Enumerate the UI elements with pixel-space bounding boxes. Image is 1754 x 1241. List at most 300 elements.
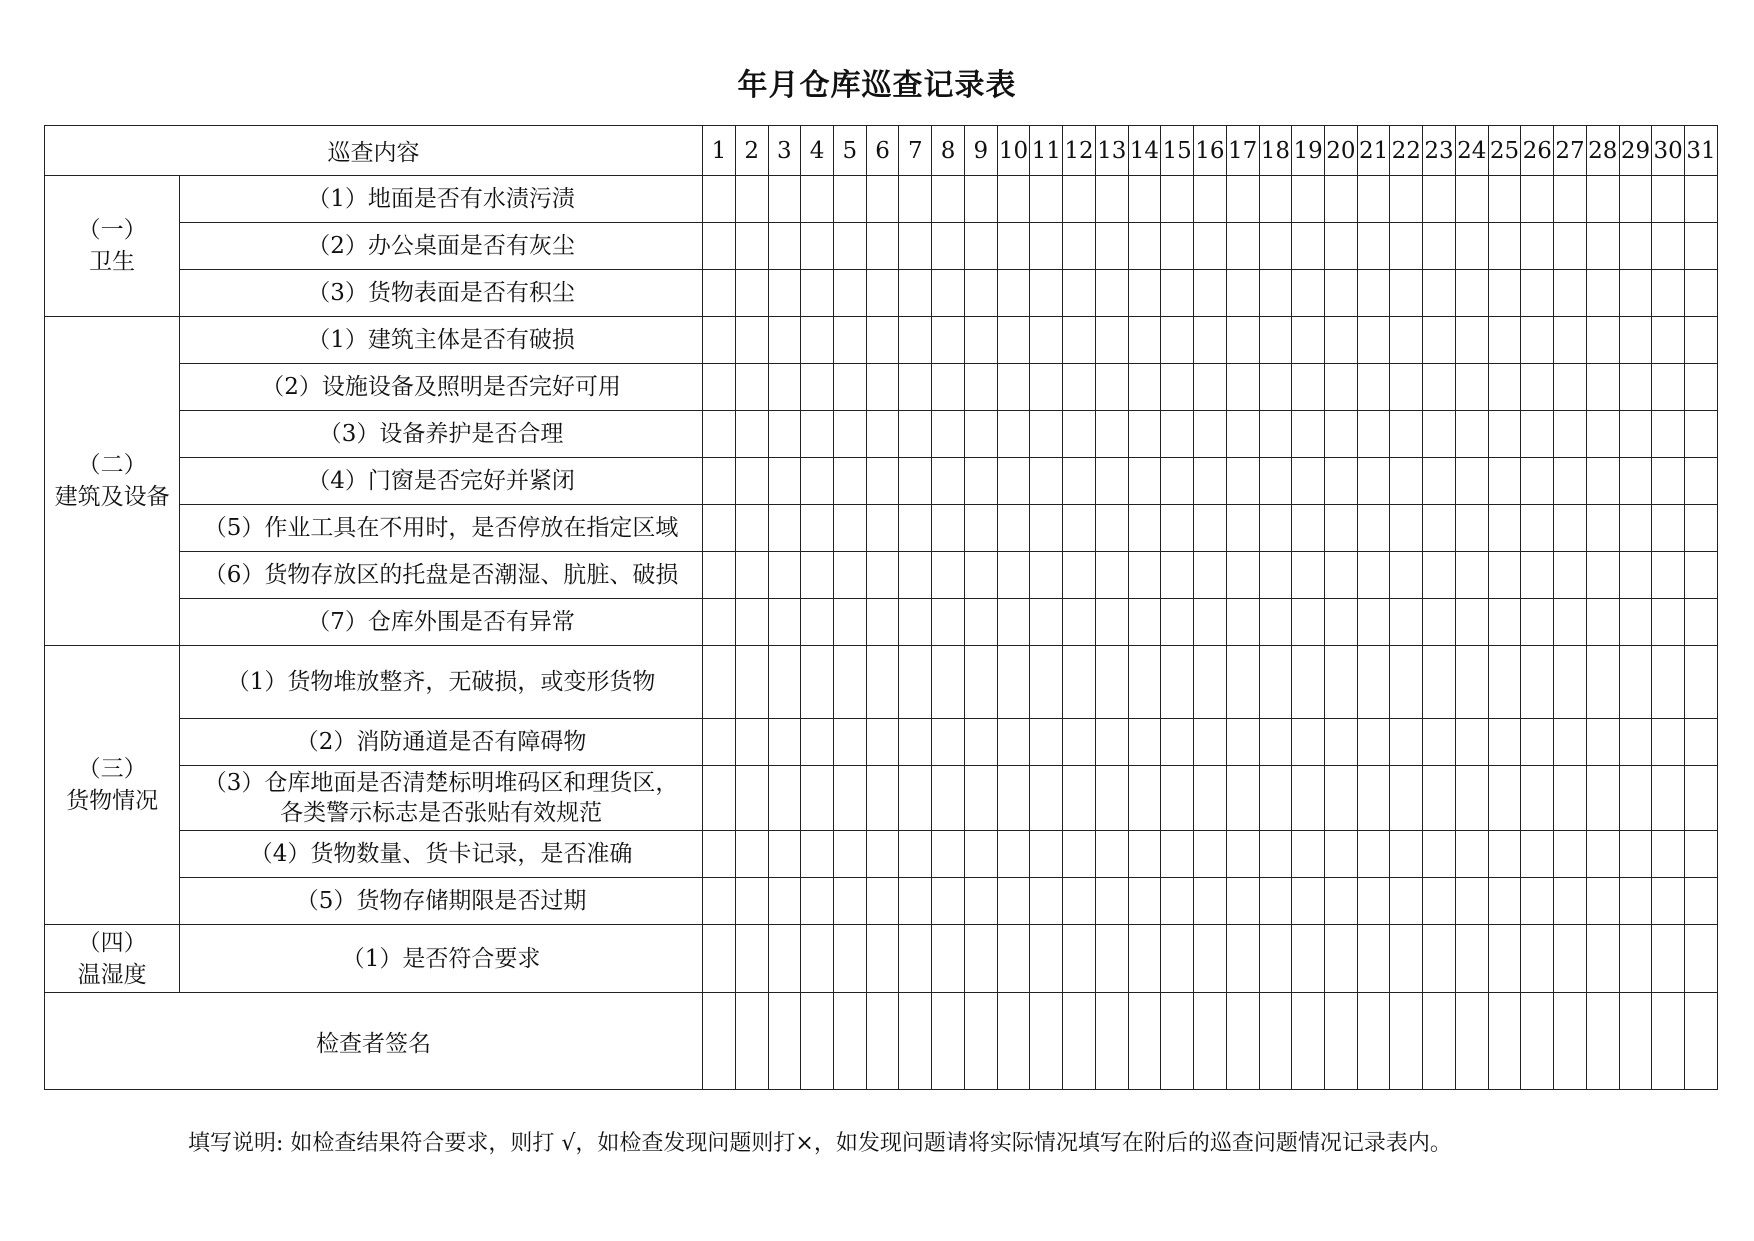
day-check-cell[interactable]	[1194, 411, 1227, 458]
day-check-cell[interactable]	[997, 317, 1030, 364]
day-check-cell[interactable]	[1586, 646, 1619, 719]
day-check-cell[interactable]	[1488, 878, 1521, 925]
day-check-cell[interactable]	[703, 364, 736, 411]
day-check-cell[interactable]	[1685, 411, 1718, 458]
day-check-cell[interactable]	[703, 458, 736, 505]
signature-cell[interactable]	[997, 993, 1030, 1090]
day-check-cell[interactable]	[768, 925, 801, 993]
day-check-cell[interactable]	[1488, 766, 1521, 831]
day-check-cell[interactable]	[1161, 925, 1194, 993]
day-check-cell[interactable]	[1586, 505, 1619, 552]
day-check-cell[interactable]	[1030, 411, 1063, 458]
day-check-cell[interactable]	[1357, 317, 1390, 364]
day-check-cell[interactable]	[801, 411, 834, 458]
day-check-cell[interactable]	[1685, 317, 1718, 364]
signature-cell[interactable]	[1488, 993, 1521, 1090]
day-check-cell[interactable]	[1488, 176, 1521, 223]
day-check-cell[interactable]	[1390, 270, 1423, 317]
day-check-cell[interactable]	[735, 552, 768, 599]
signature-cell[interactable]	[964, 993, 997, 1090]
day-check-cell[interactable]	[1455, 176, 1488, 223]
day-check-cell[interactable]	[1030, 878, 1063, 925]
day-check-cell[interactable]	[1161, 411, 1194, 458]
day-check-cell[interactable]	[1095, 270, 1128, 317]
day-check-cell[interactable]	[735, 505, 768, 552]
day-check-cell[interactable]	[1128, 270, 1161, 317]
day-check-cell[interactable]	[932, 176, 965, 223]
signature-cell[interactable]	[1324, 993, 1357, 1090]
day-check-cell[interactable]	[964, 878, 997, 925]
day-check-cell[interactable]	[1619, 552, 1652, 599]
signature-cell[interactable]	[1357, 993, 1390, 1090]
day-check-cell[interactable]	[801, 223, 834, 270]
day-check-cell[interactable]	[1226, 317, 1259, 364]
day-check-cell[interactable]	[1455, 270, 1488, 317]
day-check-cell[interactable]	[1259, 223, 1292, 270]
day-check-cell[interactable]	[1030, 270, 1063, 317]
day-check-cell[interactable]	[735, 766, 768, 831]
day-check-cell[interactable]	[1063, 552, 1096, 599]
day-check-cell[interactable]	[1357, 766, 1390, 831]
day-check-cell[interactable]	[1586, 599, 1619, 646]
day-check-cell[interactable]	[833, 270, 866, 317]
day-check-cell[interactable]	[703, 270, 736, 317]
day-check-cell[interactable]	[1030, 599, 1063, 646]
day-check-cell[interactable]	[1259, 411, 1292, 458]
day-check-cell[interactable]	[1390, 505, 1423, 552]
day-check-cell[interactable]	[1685, 176, 1718, 223]
day-check-cell[interactable]	[1586, 719, 1619, 766]
day-check-cell[interactable]	[1619, 411, 1652, 458]
day-check-cell[interactable]	[1619, 925, 1652, 993]
day-check-cell[interactable]	[1390, 766, 1423, 831]
day-check-cell[interactable]	[1423, 364, 1456, 411]
signature-cell[interactable]	[768, 993, 801, 1090]
day-check-cell[interactable]	[1324, 646, 1357, 719]
day-check-cell[interactable]	[899, 552, 932, 599]
day-check-cell[interactable]	[1259, 878, 1292, 925]
day-check-cell[interactable]	[1619, 505, 1652, 552]
day-check-cell[interactable]	[703, 878, 736, 925]
day-check-cell[interactable]	[1357, 505, 1390, 552]
day-check-cell[interactable]	[1063, 458, 1096, 505]
day-check-cell[interactable]	[833, 552, 866, 599]
day-check-cell[interactable]	[1161, 270, 1194, 317]
day-check-cell[interactable]	[1685, 458, 1718, 505]
day-check-cell[interactable]	[1095, 766, 1128, 831]
day-check-cell[interactable]	[1619, 176, 1652, 223]
day-check-cell[interactable]	[1554, 176, 1587, 223]
day-check-cell[interactable]	[1324, 878, 1357, 925]
day-check-cell[interactable]	[833, 317, 866, 364]
day-check-cell[interactable]	[964, 646, 997, 719]
day-check-cell[interactable]	[1357, 552, 1390, 599]
day-check-cell[interactable]	[833, 364, 866, 411]
day-check-cell[interactable]	[1554, 646, 1587, 719]
day-check-cell[interactable]	[1390, 176, 1423, 223]
day-check-cell[interactable]	[866, 719, 899, 766]
day-check-cell[interactable]	[899, 364, 932, 411]
day-check-cell[interactable]	[1488, 317, 1521, 364]
day-check-cell[interactable]	[932, 505, 965, 552]
day-check-cell[interactable]	[1161, 176, 1194, 223]
day-check-cell[interactable]	[1128, 599, 1161, 646]
day-check-cell[interactable]	[1226, 719, 1259, 766]
day-check-cell[interactable]	[1390, 646, 1423, 719]
day-check-cell[interactable]	[1685, 223, 1718, 270]
day-check-cell[interactable]	[1292, 599, 1325, 646]
day-check-cell[interactable]	[1652, 505, 1685, 552]
day-check-cell[interactable]	[833, 646, 866, 719]
signature-cell[interactable]	[1063, 993, 1096, 1090]
day-check-cell[interactable]	[1259, 646, 1292, 719]
day-check-cell[interactable]	[1521, 317, 1554, 364]
day-check-cell[interactable]	[899, 925, 932, 993]
day-check-cell[interactable]	[1652, 599, 1685, 646]
day-check-cell[interactable]	[801, 270, 834, 317]
day-check-cell[interactable]	[1128, 878, 1161, 925]
day-check-cell[interactable]	[1521, 719, 1554, 766]
day-check-cell[interactable]	[735, 599, 768, 646]
day-check-cell[interactable]	[932, 411, 965, 458]
day-check-cell[interactable]	[932, 831, 965, 878]
day-check-cell[interactable]	[1488, 831, 1521, 878]
day-check-cell[interactable]	[1685, 766, 1718, 831]
day-check-cell[interactable]	[997, 719, 1030, 766]
day-check-cell[interactable]	[1423, 270, 1456, 317]
day-check-cell[interactable]	[1521, 176, 1554, 223]
day-check-cell[interactable]	[1455, 505, 1488, 552]
day-check-cell[interactable]	[1521, 552, 1554, 599]
day-check-cell[interactable]	[833, 176, 866, 223]
day-check-cell[interactable]	[964, 364, 997, 411]
day-check-cell[interactable]	[1357, 925, 1390, 993]
day-check-cell[interactable]	[1161, 646, 1194, 719]
day-check-cell[interactable]	[1652, 223, 1685, 270]
day-check-cell[interactable]	[866, 831, 899, 878]
day-check-cell[interactable]	[801, 646, 834, 719]
day-check-cell[interactable]	[1455, 552, 1488, 599]
day-check-cell[interactable]	[1488, 270, 1521, 317]
signature-cell[interactable]	[735, 993, 768, 1090]
day-check-cell[interactable]	[899, 458, 932, 505]
day-check-cell[interactable]	[899, 505, 932, 552]
day-check-cell[interactable]	[1423, 925, 1456, 993]
day-check-cell[interactable]	[1423, 831, 1456, 878]
day-check-cell[interactable]	[1161, 364, 1194, 411]
day-check-cell[interactable]	[1063, 505, 1096, 552]
signature-cell[interactable]	[1390, 993, 1423, 1090]
day-check-cell[interactable]	[1554, 364, 1587, 411]
day-check-cell[interactable]	[801, 458, 834, 505]
day-check-cell[interactable]	[1161, 766, 1194, 831]
day-check-cell[interactable]	[1095, 925, 1128, 993]
signature-cell[interactable]	[1652, 993, 1685, 1090]
day-check-cell[interactable]	[735, 176, 768, 223]
signature-cell[interactable]	[801, 993, 834, 1090]
day-check-cell[interactable]	[1423, 505, 1456, 552]
day-check-cell[interactable]	[1161, 831, 1194, 878]
day-check-cell[interactable]	[1586, 552, 1619, 599]
day-check-cell[interactable]	[801, 364, 834, 411]
day-check-cell[interactable]	[833, 831, 866, 878]
day-check-cell[interactable]	[1586, 411, 1619, 458]
day-check-cell[interactable]	[1521, 505, 1554, 552]
day-check-cell[interactable]	[1259, 458, 1292, 505]
day-check-cell[interactable]	[1226, 878, 1259, 925]
day-check-cell[interactable]	[1357, 411, 1390, 458]
day-check-cell[interactable]	[1128, 364, 1161, 411]
day-check-cell[interactable]	[768, 552, 801, 599]
day-check-cell[interactable]	[1652, 831, 1685, 878]
day-check-cell[interactable]	[899, 831, 932, 878]
signature-cell[interactable]	[1259, 993, 1292, 1090]
day-check-cell[interactable]	[1095, 552, 1128, 599]
day-check-cell[interactable]	[1194, 925, 1227, 993]
day-check-cell[interactable]	[1030, 766, 1063, 831]
day-check-cell[interactable]	[703, 831, 736, 878]
day-check-cell[interactable]	[1063, 831, 1096, 878]
day-check-cell[interactable]	[1357, 831, 1390, 878]
day-check-cell[interactable]	[1324, 719, 1357, 766]
day-check-cell[interactable]	[703, 176, 736, 223]
day-check-cell[interactable]	[703, 411, 736, 458]
day-check-cell[interactable]	[964, 270, 997, 317]
day-check-cell[interactable]	[964, 552, 997, 599]
day-check-cell[interactable]	[1390, 317, 1423, 364]
day-check-cell[interactable]	[1488, 646, 1521, 719]
day-check-cell[interactable]	[1685, 878, 1718, 925]
day-check-cell[interactable]	[1357, 458, 1390, 505]
day-check-cell[interactable]	[1194, 505, 1227, 552]
signature-cell[interactable]	[1423, 993, 1456, 1090]
day-check-cell[interactable]	[801, 719, 834, 766]
day-check-cell[interactable]	[1095, 505, 1128, 552]
signature-cell[interactable]	[833, 993, 866, 1090]
day-check-cell[interactable]	[833, 878, 866, 925]
day-check-cell[interactable]	[768, 831, 801, 878]
day-check-cell[interactable]	[1063, 766, 1096, 831]
day-check-cell[interactable]	[1423, 766, 1456, 831]
day-check-cell[interactable]	[1619, 458, 1652, 505]
day-check-cell[interactable]	[1423, 223, 1456, 270]
signature-cell[interactable]	[1521, 993, 1554, 1090]
day-check-cell[interactable]	[1292, 552, 1325, 599]
day-check-cell[interactable]	[1194, 766, 1227, 831]
signature-cell[interactable]	[932, 993, 965, 1090]
day-check-cell[interactable]	[1324, 599, 1357, 646]
day-check-cell[interactable]	[735, 646, 768, 719]
day-check-cell[interactable]	[1226, 176, 1259, 223]
day-check-cell[interactable]	[866, 646, 899, 719]
day-check-cell[interactable]	[703, 719, 736, 766]
day-check-cell[interactable]	[1324, 766, 1357, 831]
day-check-cell[interactable]	[932, 552, 965, 599]
day-check-cell[interactable]	[1259, 176, 1292, 223]
day-check-cell[interactable]	[1128, 411, 1161, 458]
day-check-cell[interactable]	[899, 878, 932, 925]
day-check-cell[interactable]	[1685, 552, 1718, 599]
day-check-cell[interactable]	[1619, 317, 1652, 364]
day-check-cell[interactable]	[801, 317, 834, 364]
day-check-cell[interactable]	[1194, 599, 1227, 646]
day-check-cell[interactable]	[1259, 719, 1292, 766]
day-check-cell[interactable]	[1521, 599, 1554, 646]
day-check-cell[interactable]	[1030, 223, 1063, 270]
day-check-cell[interactable]	[1390, 878, 1423, 925]
day-check-cell[interactable]	[1030, 317, 1063, 364]
day-check-cell[interactable]	[964, 176, 997, 223]
day-check-cell[interactable]	[1455, 364, 1488, 411]
day-check-cell[interactable]	[1488, 925, 1521, 993]
day-check-cell[interactable]	[1554, 831, 1587, 878]
day-check-cell[interactable]	[1586, 223, 1619, 270]
day-check-cell[interactable]	[1128, 458, 1161, 505]
signature-cell[interactable]	[1194, 993, 1227, 1090]
day-check-cell[interactable]	[1652, 176, 1685, 223]
day-check-cell[interactable]	[1259, 552, 1292, 599]
day-check-cell[interactable]	[1063, 599, 1096, 646]
day-check-cell[interactable]	[1521, 411, 1554, 458]
day-check-cell[interactable]	[1685, 831, 1718, 878]
day-check-cell[interactable]	[1390, 364, 1423, 411]
day-check-cell[interactable]	[735, 878, 768, 925]
day-check-cell[interactable]	[1324, 317, 1357, 364]
day-check-cell[interactable]	[703, 646, 736, 719]
day-check-cell[interactable]	[1554, 878, 1587, 925]
day-check-cell[interactable]	[1455, 878, 1488, 925]
signature-cell[interactable]	[866, 993, 899, 1090]
day-check-cell[interactable]	[833, 458, 866, 505]
day-check-cell[interactable]	[1619, 223, 1652, 270]
day-check-cell[interactable]	[1161, 878, 1194, 925]
day-check-cell[interactable]	[1226, 599, 1259, 646]
day-check-cell[interactable]	[1292, 223, 1325, 270]
day-check-cell[interactable]	[1619, 766, 1652, 831]
day-check-cell[interactable]	[1685, 364, 1718, 411]
day-check-cell[interactable]	[1586, 176, 1619, 223]
day-check-cell[interactable]	[1554, 411, 1587, 458]
day-check-cell[interactable]	[768, 646, 801, 719]
day-check-cell[interactable]	[997, 552, 1030, 599]
day-check-cell[interactable]	[1063, 878, 1096, 925]
day-check-cell[interactable]	[899, 599, 932, 646]
day-check-cell[interactable]	[768, 766, 801, 831]
day-check-cell[interactable]	[866, 458, 899, 505]
day-check-cell[interactable]	[735, 719, 768, 766]
day-check-cell[interactable]	[1128, 925, 1161, 993]
day-check-cell[interactable]	[1652, 878, 1685, 925]
day-check-cell[interactable]	[1226, 458, 1259, 505]
signature-cell[interactable]	[1095, 993, 1128, 1090]
day-check-cell[interactable]	[1128, 552, 1161, 599]
day-check-cell[interactable]	[866, 878, 899, 925]
signature-cell[interactable]	[1619, 993, 1652, 1090]
day-check-cell[interactable]	[801, 925, 834, 993]
day-check-cell[interactable]	[1128, 223, 1161, 270]
day-check-cell[interactable]	[899, 766, 932, 831]
day-check-cell[interactable]	[1063, 364, 1096, 411]
day-check-cell[interactable]	[1521, 458, 1554, 505]
day-check-cell[interactable]	[866, 599, 899, 646]
day-check-cell[interactable]	[1194, 364, 1227, 411]
day-check-cell[interactable]	[964, 599, 997, 646]
day-check-cell[interactable]	[1324, 270, 1357, 317]
day-check-cell[interactable]	[1161, 458, 1194, 505]
signature-cell[interactable]	[1455, 993, 1488, 1090]
day-check-cell[interactable]	[1226, 411, 1259, 458]
day-check-cell[interactable]	[866, 925, 899, 993]
day-check-cell[interactable]	[1685, 925, 1718, 993]
day-check-cell[interactable]	[932, 925, 965, 993]
day-check-cell[interactable]	[1554, 223, 1587, 270]
day-check-cell[interactable]	[1259, 317, 1292, 364]
day-check-cell[interactable]	[1455, 925, 1488, 993]
day-check-cell[interactable]	[768, 176, 801, 223]
day-check-cell[interactable]	[1652, 458, 1685, 505]
day-check-cell[interactable]	[899, 411, 932, 458]
day-check-cell[interactable]	[1423, 458, 1456, 505]
day-check-cell[interactable]	[1357, 878, 1390, 925]
day-check-cell[interactable]	[1194, 458, 1227, 505]
day-check-cell[interactable]	[1292, 925, 1325, 993]
day-check-cell[interactable]	[1292, 646, 1325, 719]
day-check-cell[interactable]	[1521, 223, 1554, 270]
day-check-cell[interactable]	[801, 766, 834, 831]
day-check-cell[interactable]	[1030, 831, 1063, 878]
day-check-cell[interactable]	[1652, 270, 1685, 317]
day-check-cell[interactable]	[801, 831, 834, 878]
day-check-cell[interactable]	[997, 878, 1030, 925]
day-check-cell[interactable]	[1390, 458, 1423, 505]
day-check-cell[interactable]	[1030, 646, 1063, 719]
day-check-cell[interactable]	[1259, 925, 1292, 993]
day-check-cell[interactable]	[1423, 878, 1456, 925]
day-check-cell[interactable]	[1423, 317, 1456, 364]
day-check-cell[interactable]	[1063, 317, 1096, 364]
day-check-cell[interactable]	[1063, 646, 1096, 719]
day-check-cell[interactable]	[964, 223, 997, 270]
day-check-cell[interactable]	[1455, 458, 1488, 505]
day-check-cell[interactable]	[1194, 176, 1227, 223]
day-check-cell[interactable]	[1128, 719, 1161, 766]
day-check-cell[interactable]	[1521, 878, 1554, 925]
day-check-cell[interactable]	[1161, 552, 1194, 599]
day-check-cell[interactable]	[1194, 831, 1227, 878]
day-check-cell[interactable]	[1324, 223, 1357, 270]
signature-cell[interactable]	[1030, 993, 1063, 1090]
day-check-cell[interactable]	[997, 925, 1030, 993]
day-check-cell[interactable]	[1226, 831, 1259, 878]
day-check-cell[interactable]	[1226, 925, 1259, 993]
day-check-cell[interactable]	[964, 317, 997, 364]
day-check-cell[interactable]	[1488, 223, 1521, 270]
day-check-cell[interactable]	[1357, 646, 1390, 719]
day-check-cell[interactable]	[866, 317, 899, 364]
day-check-cell[interactable]	[768, 719, 801, 766]
day-check-cell[interactable]	[1226, 552, 1259, 599]
day-check-cell[interactable]	[1488, 505, 1521, 552]
day-check-cell[interactable]	[1063, 176, 1096, 223]
day-check-cell[interactable]	[1194, 223, 1227, 270]
day-check-cell[interactable]	[1619, 878, 1652, 925]
day-check-cell[interactable]	[1259, 270, 1292, 317]
signature-cell[interactable]	[1685, 993, 1718, 1090]
day-check-cell[interactable]	[1455, 317, 1488, 364]
day-check-cell[interactable]	[703, 505, 736, 552]
signature-cell[interactable]	[1292, 993, 1325, 1090]
day-check-cell[interactable]	[932, 719, 965, 766]
